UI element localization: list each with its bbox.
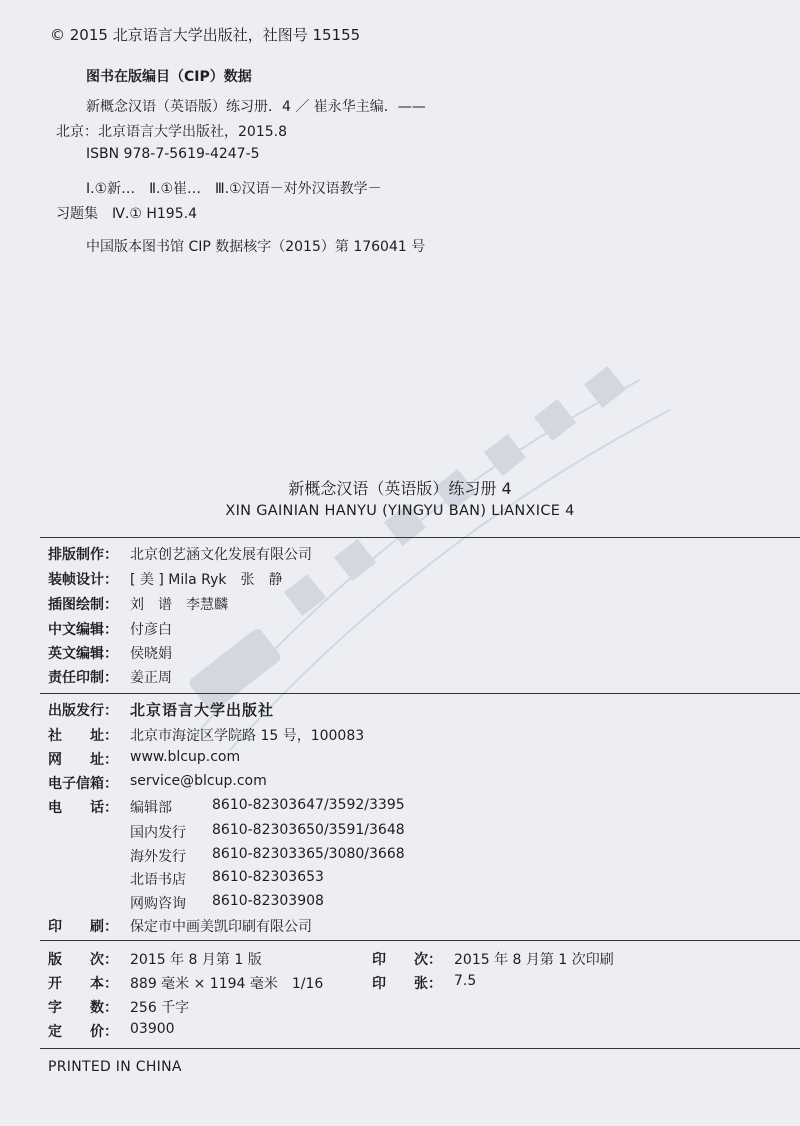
address-value: 北京市海淀区学院路 15 号，100083 — [130, 728, 365, 744]
publisher-label: 出版发行： — [48, 703, 118, 719]
email-label: 电子信箱： — [48, 776, 118, 792]
printer-label: 印 刷： — [48, 919, 118, 935]
sheets-value: 7.5 — [454, 973, 477, 989]
phone-dept: 网购咨询 — [130, 896, 186, 912]
word-count-value: 256 千字 — [130, 1000, 190, 1016]
phone-dept: 国内发行 — [130, 825, 186, 841]
staff-value-en-editor: 侯晓娟 — [130, 646, 172, 662]
staff-label-en-editor: 英文编辑： — [48, 646, 118, 662]
word-count-label: 字 数： — [48, 1000, 118, 1016]
cip-line-1: 新概念汉语（英语版）练习册．4 ／ 崔永华主编．—— — [86, 99, 426, 115]
cip-heading: 图书在版编目（CIP）数据 — [86, 69, 252, 85]
printer-value: 保定市中画美凯印刷有限公司 — [130, 919, 312, 935]
staff-label-illustration: 插图绘制： — [48, 597, 118, 613]
format-value: 889 毫米 × 1194 毫米 1/16 — [130, 976, 324, 992]
book-title-zh: 新概念汉语（英语版）练习册 4 — [288, 479, 512, 498]
cip-line-2: 北京：北京语言大学出版社，2015.8 — [56, 124, 287, 140]
divider-1 — [40, 537, 800, 538]
printing-value: 2015 年 8 月第 1 次印刷 — [454, 952, 614, 968]
divider-2 — [40, 693, 800, 694]
phone-dept: 北语书店 — [130, 872, 186, 888]
phone-label: 电 话： — [48, 800, 118, 816]
staff-value-design: [ 美 ] Mila Ryk 张 静 — [130, 572, 283, 588]
phone-dept: 编辑部 — [130, 800, 172, 816]
copyright-line: © 2015 北京语言大学出版社，社图号 15155 — [50, 26, 361, 44]
printed-in-china: PRINTED IN CHINA — [48, 1059, 182, 1075]
cip-isbn: ISBN 978-7-5619-4247-5 — [86, 146, 260, 162]
cip-verify: 中国版本图书馆 CIP 数据核字（2015）第 176041 号 — [86, 239, 426, 255]
price-value: 03900 — [130, 1021, 175, 1037]
book-title-en: XIN GAINIAN HANYU (YINGYU BAN) LIANXICE 4 — [225, 503, 575, 519]
address-label: 社 址： — [48, 728, 118, 744]
website-label: 网 址： — [48, 752, 118, 768]
phone-number: 8610-82303647/3592/3395 — [212, 797, 405, 813]
divider-4 — [40, 1048, 800, 1049]
publisher-name: 北京语言大学出版社 — [130, 701, 275, 719]
staff-value-layout: 北京创艺涵文化发展有限公司 — [130, 547, 312, 563]
staff-label-cn-editor: 中文编辑： — [48, 622, 118, 638]
edition-value: 2015 年 8 月第 1 版 — [130, 952, 262, 968]
staff-value-print-manager: 姜正周 — [130, 670, 172, 686]
cip-class-2: 习题集 Ⅳ.① H195.4 — [56, 206, 197, 222]
phone-number: 8610-82303365/3080/3668 — [212, 846, 405, 862]
staff-value-cn-editor: 付彦白 — [130, 622, 172, 638]
printing-label: 印 次： — [372, 952, 442, 968]
phone-dept: 海外发行 — [130, 849, 186, 865]
staff-label-design: 装帧设计： — [48, 572, 118, 588]
website-value[interactable]: www.blcup.com — [130, 749, 241, 765]
email-value[interactable]: service@blcup.com — [130, 773, 267, 789]
phone-number: 8610-82303650/3591/3648 — [212, 822, 405, 838]
cip-class-1: Ⅰ.①新… Ⅱ.①崔… Ⅲ.①汉语－对外汉语教学－ — [86, 181, 382, 197]
price-label: 定 价： — [48, 1024, 118, 1040]
format-label: 开 本： — [48, 976, 118, 992]
sheets-label: 印 张： — [372, 976, 442, 992]
phone-number: 8610-82303908 — [212, 893, 324, 909]
divider-3 — [40, 940, 800, 941]
edition-label: 版 次： — [48, 952, 118, 968]
staff-value-illustration: 刘 谱 李慧麟 — [130, 597, 228, 613]
staff-label-print-manager: 责任印制： — [48, 670, 118, 686]
phone-number: 8610-82303653 — [212, 869, 324, 885]
staff-label-layout: 排版制作： — [48, 547, 118, 563]
